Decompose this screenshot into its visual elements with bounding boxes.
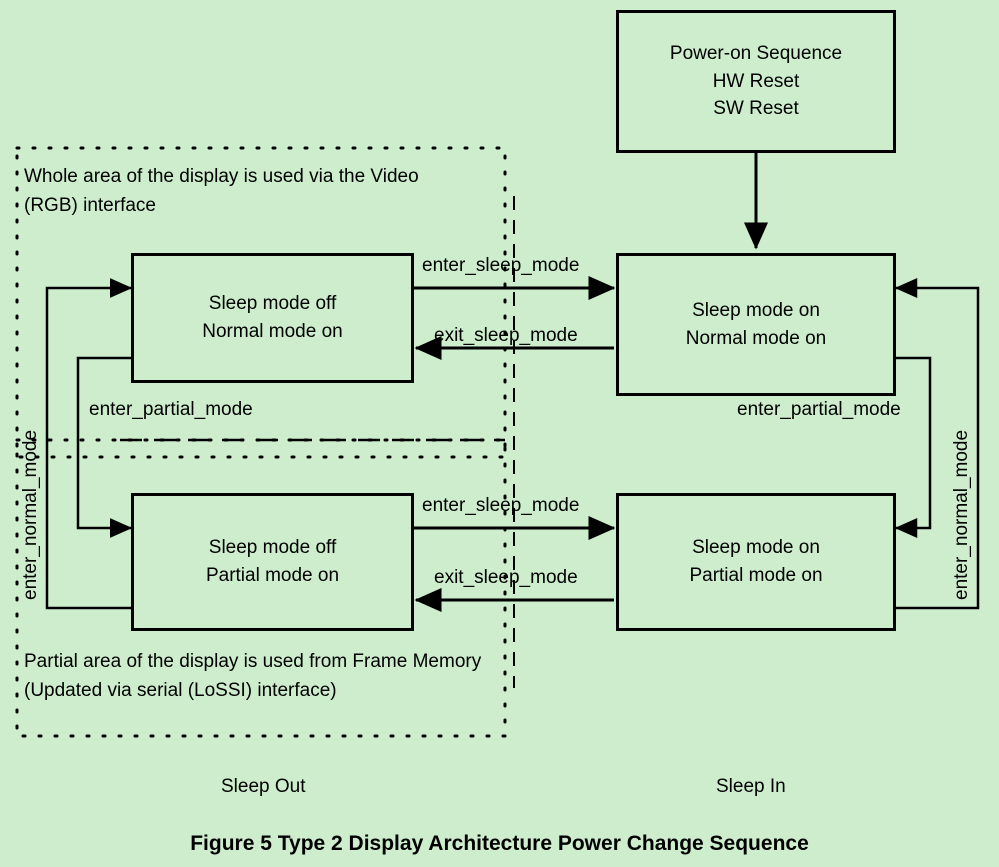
label-enter-normal-mode-right: enter_normal_mode	[951, 429, 972, 600]
column-label-sleep-in: Sleep In	[716, 776, 786, 797]
label-enter-partial-mode-left: enter_partial_mode	[89, 399, 253, 420]
box-sleep-on-normal-on	[616, 253, 896, 396]
annotation-partial-region: Partial area of the display is used from Frame Memory (Updated via serial (LoSSI) interface)	[24, 651, 482, 701]
sleep-off-normal-on-line-1: Sleep mode off	[208, 293, 337, 315]
figure-caption: Figure 5 Type 2 Display Architecture Power Change Sequence	[190, 832, 809, 855]
sleep-off-partial-on-line-2: Partial mode on	[205, 565, 340, 586]
sleep-on-partial-on-line-2: Partial mode on	[689, 565, 823, 586]
label-enter-partial-mode-right: enter_partial_mode	[737, 399, 901, 420]
box-sleep-off-partial-on	[131, 493, 414, 631]
power-on-line-1: Power-on Sequence	[669, 43, 843, 65]
annotation-video-region: Whole area of the display is used via the Video (RGB) interface	[24, 166, 419, 216]
box-sleep-on-partial-on	[616, 493, 896, 631]
box-power-on-sequence	[616, 10, 896, 153]
sleep-off-partial-on-line-1: Sleep mode off	[208, 537, 337, 559]
box-sleep-off-normal-on	[131, 253, 414, 383]
arrow-enter-partial-mode-left	[78, 358, 134, 528]
label-exit-sleep-mode-top: exit_sleep_mode	[434, 325, 578, 346]
sleep-off-normal-on-line-2: Normal mode on	[202, 321, 343, 342]
label-exit-sleep-mode-bottom: exit_sleep_mode	[434, 567, 578, 588]
label-enter-sleep-mode-top: enter_sleep_mode	[422, 255, 580, 276]
sleep-on-normal-on-line-2: Normal mode on	[685, 327, 827, 349]
arrow-enter-normal-mode-left	[47, 288, 134, 608]
power-on-line-2: HW Reset	[712, 70, 800, 92]
sleep-on-normal-on-line-1: Sleep mode on	[692, 299, 820, 321]
label-enter-sleep-mode-bottom: enter_sleep_mode	[422, 495, 580, 516]
arrow-enter-partial-mode-right	[893, 358, 930, 528]
label-enter-normal-mode-left: enter_normal_mode	[20, 429, 41, 600]
sleep-on-partial-on-line-1: Sleep mode on	[692, 537, 820, 559]
power-on-line-3: SW Reset	[713, 98, 799, 120]
column-label-sleep-out: Sleep Out	[221, 776, 306, 797]
